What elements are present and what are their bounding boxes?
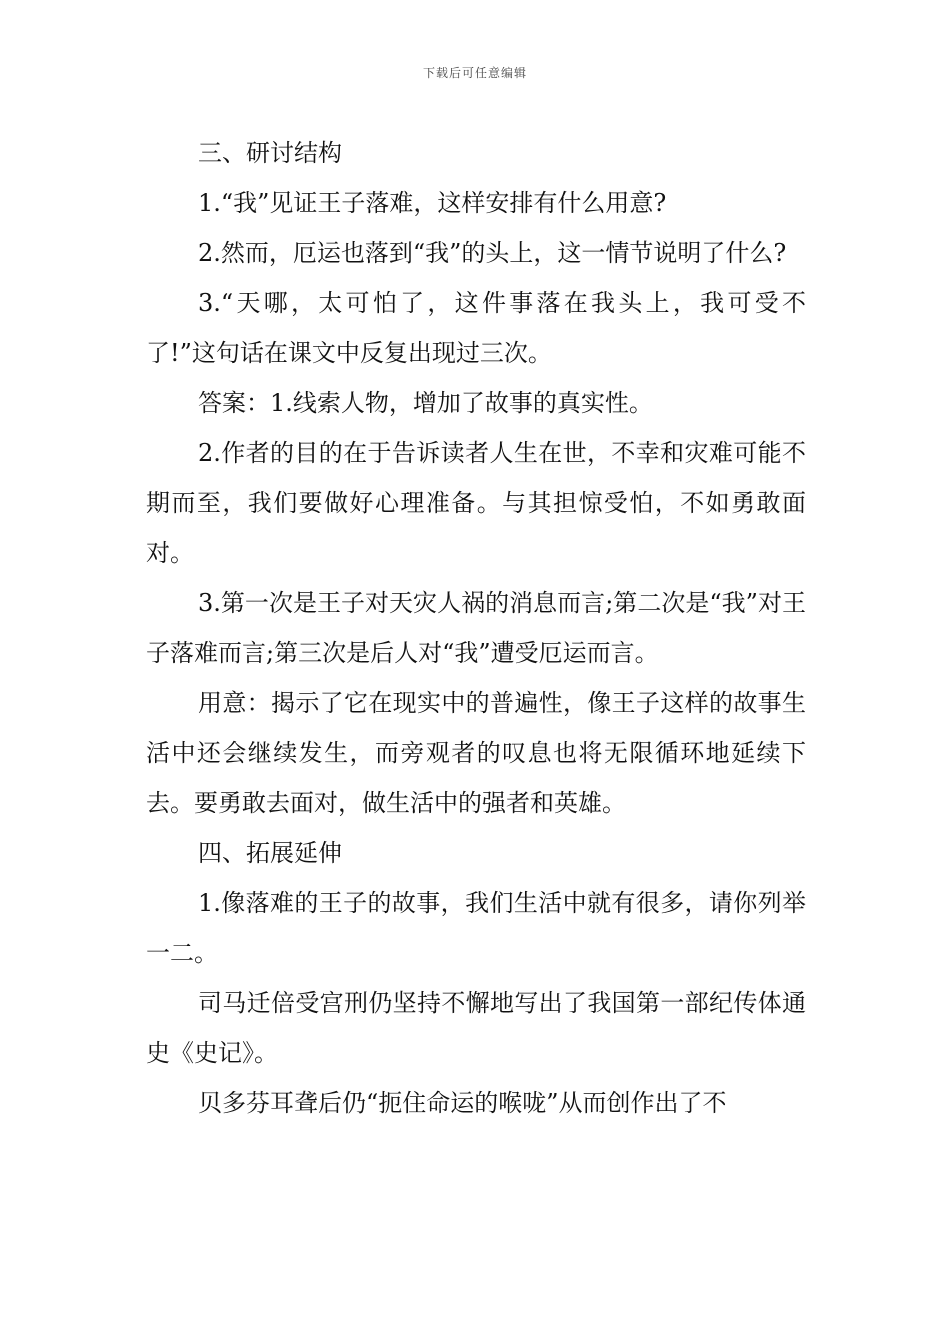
page-header: 下载后可任意编辑 xyxy=(422,66,527,80)
document-body xyxy=(146,128,806,1128)
example-beethoven: 贝多芬耳聋后仍“扼住命运的喉咙”从而创作出了不 xyxy=(198,1089,727,1117)
section-heading-extension: 四、拓展延伸 xyxy=(198,839,342,867)
answer-2: 2.作者的目的在于告诉读者人生在世，不幸和灾难可能不期而至，我们要做好心理准备。与其担惊受怕，不如勇敢面对。 xyxy=(146,439,806,567)
example-sima-qian: 司马迁倍受宫刑仍坚持不懈地写出了我国第一部纪传体通史《史记》。 xyxy=(146,989,806,1067)
extension-question-1: 1.像落难的王子的故事，我们生活中就有很多，请你列举一二。 xyxy=(146,889,806,967)
question-1: 1.“我”见证王子落难，这样安排有什么用意? xyxy=(198,189,667,217)
answer-3: 3.第一次是王子对天灾人祸的消息而言;第二次是“我”对王子落难而言;第三次是后人对“我”遭受厄运而言。 xyxy=(146,589,806,667)
answer-1: 答案：1.线索人物，增加了故事的真实性。 xyxy=(198,389,653,417)
question-3: 3.“天哪，太可怕了，这件事落在我头上，我可受不了!”这句话在课文中反复出现过三次。 xyxy=(146,289,806,367)
section-heading-research: 三、研讨结构 xyxy=(198,139,342,167)
answer-purpose: 用意：揭示了它在现实中的普遍性，像王子这样的故事生活中还会继续发生，而旁观者的叹息也将无限循环地延续下去。要勇敢去面对，做生活中的强者和英雄。 xyxy=(146,689,806,817)
question-2: 2.然而，厄运也落到“我”的头上，这一情节说明了什么? xyxy=(198,239,787,267)
